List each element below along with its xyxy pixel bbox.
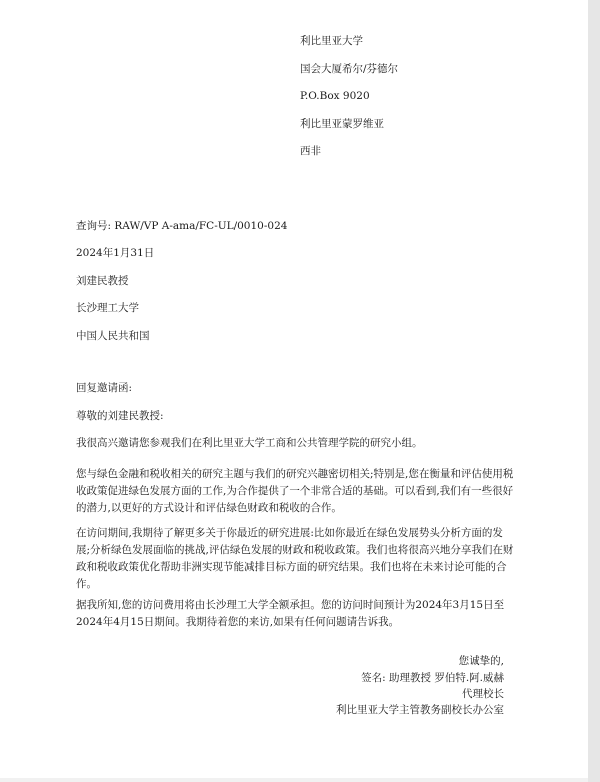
body-paragraph-3: 在访问期间,我期待了解更多关于你最近的研究进展:比如你最近在绿色发展势头分析方面的发展;分析绿色发展面临的挑战,评估绿色发展的财政和税收政策。我们也将很高兴地分享我们在财政和税收政策优化帮助非洲实现节能减排目标方面的研究结果。我们也将在未来讨论可能的合作。 [76, 527, 514, 590]
signature-line: 签名: 助理教授 罗伯特.阿.威赫 [361, 672, 504, 684]
sender-region: 西非 [300, 145, 321, 157]
letter-date: 2024年1月31日 [76, 247, 155, 259]
letter-subject: 回复邀请函: [76, 382, 133, 394]
body-paragraph-1: 我很高兴邀请您参观我们在利比里亚大学工商和公共管理学院的研究小组。 [76, 437, 423, 449]
reference-number: 查询号: RAW/VP A-ama/FC-UL/0010-024 [76, 220, 288, 232]
body-paragraph-2: 您与绿色金融和税收相关的研究主题与我们的研究兴趣密切相关;特别是,您在衡量和评估使用税收政策促进绿色发展方面的工作,为合作提供了一个非常合适的基础。可以看到,我们有一些很好的潜力,以更好的方式设计和评估绿色财政和税收的合作。 [76, 468, 514, 514]
viewer-margin [588, 0, 600, 782]
sender-building: 国会大厦希尔/芬德尔 [300, 63, 399, 75]
salutation: 尊敬的刘建民教授: [76, 410, 164, 422]
recipient-institution: 长沙理工大学 [76, 302, 139, 314]
signer-office: 利比里亚大学主管教务副校长办公室 [336, 704, 504, 716]
sender-university: 利比里亚大学 [300, 35, 363, 47]
sender-po-box: P.O.Box 9020 [300, 90, 370, 102]
body-paragraph-4: 据我所知,您的访问费用将由长沙理工大学全额承担。您的访问时间预计为2024年3月15日至2024年4月15日期间。我期待着您的来访,如果有任何问题请告诉我。 [76, 599, 505, 628]
signer-title: 代理校长 [462, 688, 504, 700]
recipient-name: 刘建民教授 [76, 275, 129, 287]
recipient-country: 中国人民共和国 [76, 330, 150, 342]
sender-city: 利比里亚蒙罗维亚 [300, 118, 384, 130]
closing: 您诚挚的, [458, 655, 504, 667]
